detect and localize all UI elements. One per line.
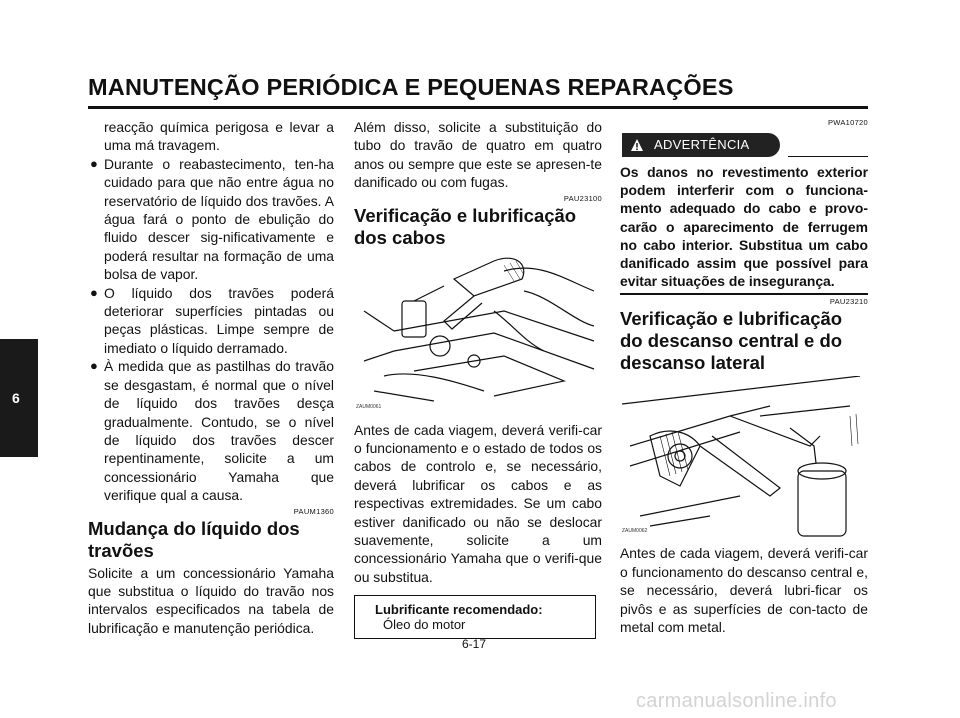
watermark: carmanualsonline.info: [636, 690, 837, 712]
page-number: 6-17: [462, 637, 487, 651]
section-body: Antes de cada viagem, deverá verifi-car o funcionamento e o estado de todos os cabos de controlo e, se necessário, deverá lubrificar os cabos e as respectivas extremidades. Se um cabo estiver danificado ou não se deslocar suavemente, solicite a um concessionário Yamaha que o verifi-que ou substitua.: [354, 421, 602, 585]
stand-lubrication-illustration: [620, 376, 868, 544]
section-code: PAU23100: [563, 193, 602, 203]
warning-triangle-icon: [630, 138, 644, 152]
bullet-item: [88, 357, 334, 504]
bullet-item: [88, 155, 334, 284]
column-right: [620, 118, 868, 636]
cable-lubrication-drawing: [354, 251, 602, 421]
bullet-dot-icon: ●: [90, 358, 98, 374]
section-heading: Mudança do líquido dos travões: [88, 517, 300, 561]
cable-lubrication-illustration: [354, 251, 602, 421]
lubricant-title: Lubrificante recomendado:: [375, 602, 543, 618]
chapter-tab: [0, 339, 38, 457]
warning-header: [620, 127, 868, 159]
bullet-item: [88, 284, 334, 358]
header-rule: [88, 106, 868, 109]
bullet-text: O líquido dos travões poderá deteriorar superfícies pintadas ou peças plásticas. Limpe sempre de imediato o líquido derramado.: [104, 284, 334, 356]
column-middle: [354, 118, 602, 639]
bullet-dot-icon: ●: [90, 284, 98, 300]
section-heading: Verificação e lubrificação dos cabos: [354, 204, 577, 248]
section-body: Antes de cada viagem, deverá verifi-car o funcionamento do descanso central e, se necessário, deverá lubri-ficar os pivôs e as superfícies de con-tacto de metal com metal.: [620, 545, 868, 636]
stand-lubrication-drawing: [620, 376, 868, 544]
warning-code: PWA10720: [827, 118, 868, 127]
warning-label: ADVERTÊNCIA: [654, 137, 750, 152]
section-body: Solicite a um concessionário Yamaha que substitua o líquido do travão nos intervalos especificados na tabela de lubrificação e manutenção periódica.: [88, 564, 334, 636]
section-code: PAUM1360: [293, 506, 334, 516]
page-header-title: MANUTENÇÃO PERIÓDICA E PEQUENAS REPARAÇÕES: [88, 74, 734, 100]
chapter-number: 6: [12, 390, 20, 406]
bullet-dot-icon: ●: [90, 155, 98, 171]
lubricant-value: Óleo do motor: [383, 617, 466, 633]
lubricant-box: [354, 595, 596, 639]
warning-badge: [622, 133, 780, 157]
column-left: [88, 118, 334, 637]
bullet-text: Durante o reabastecimento, ten-ha cuidado para que não entre água no reservatório de líquido dos travões. A água fará o ponto de ebulição do fluido descer sig-nificativamente e poderá resultar na formação de uma bolsa de vapor.: [104, 155, 334, 283]
intro-text: Além disso, solicite a substituição do tubo do travão de quatro em quatro anos ou sempre que este se apresen-te danificado ou com fugas.: [354, 119, 602, 191]
warning-text: Os danos no revestimento exterior podem interferir com o funciona-mento adequado do cabo e provo-carão o aparecimento de ferrugem no cabo interior. Substitua um cabo danificado assim que possível para evitar situações de insegurança.: [620, 164, 868, 290]
figure-code: ZAUM0062: [622, 528, 648, 535]
figure-code: ZAUM0061: [356, 404, 382, 411]
continued-text: reacção química perigosa e levar a uma má travagem.: [104, 119, 334, 154]
bullet-text: À medida que as pastilhas do travão se desgastam, é normal que o nível de líquido dos travões desça gradualmente. Contudo, se o nível de líquido dos travões descer repentinamente, solicite a um concessionário Yamaha que verifique qual a causa.: [104, 358, 334, 504]
section-code: PAU23210: [829, 297, 868, 307]
warning-rule: [620, 293, 868, 295]
section-heading: Verificação e lubrificação do descanso central e do descanso lateral: [620, 308, 843, 374]
warning-header-rule: [788, 156, 868, 157]
